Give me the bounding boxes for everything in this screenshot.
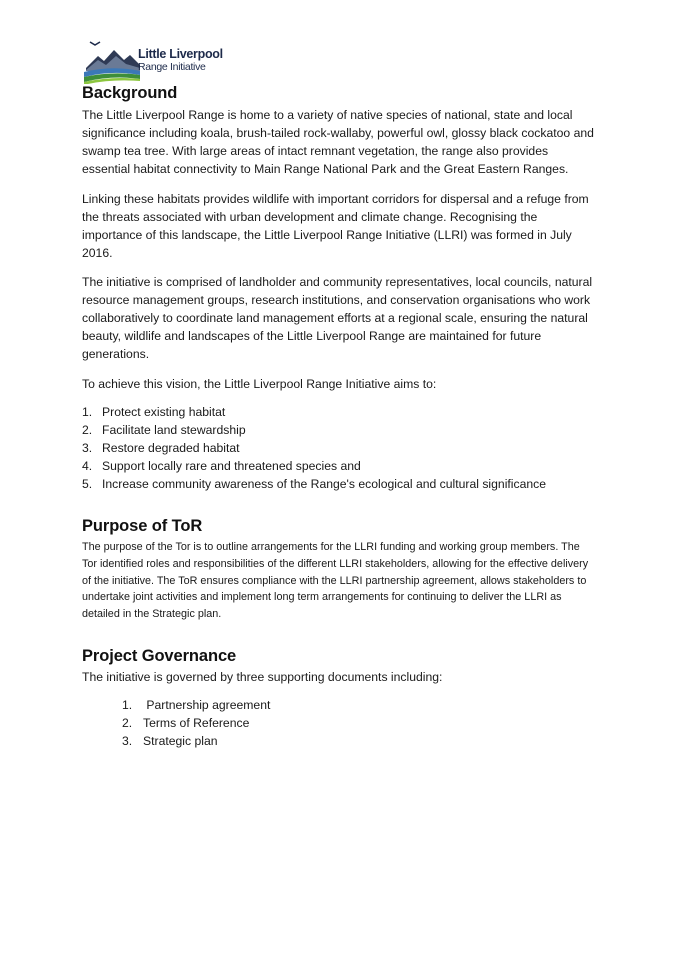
governance-documents-list (122, 696, 597, 750)
list-item: 5. Increase community awareness of the Range's ecological and cultural significance (82, 477, 547, 491)
background-paragraph-2: Linking these habitats provides wildlife with important corridors for dispersal and a refuge from the threats associated with urban development and climate change. Recognising the importance of this landscape, the Little Liverpool Range Initiative (LLRI) was formed in July 2016. (82, 192, 589, 260)
aims-list (82, 403, 597, 493)
list-item: 2. Terms of Reference (122, 715, 250, 730)
llri-logo (84, 38, 224, 84)
purpose-heading: Purpose of ToR (82, 517, 203, 535)
list-item: 3. Restore degraded habitat (82, 441, 240, 455)
governance-intro: The initiative is governed by three supporting documents including: (82, 669, 443, 684)
logo-subtitle: Range Initiative (138, 61, 206, 73)
list-item: 1. Partnership agreement (122, 697, 271, 712)
background-paragraph-3: The initiative is comprised of landholder and community representatives, local councils, natural resource management groups, research institutions, and conservation organisations who work collaboratively to coordinate land management efforts at a regional scale, ensuring the natural beauty, wildlife and landscapes of the Little Liverpool Range are maintained for future generations. (82, 275, 593, 361)
list-item: 4. Support locally rare and threatened species and (82, 459, 361, 473)
document-body (82, 82, 597, 750)
background-paragraph-4: To achieve this vision, the Little Liverpool Range Initiative aims to: (82, 377, 437, 391)
background-paragraph-1: The Little Liverpool Range is home to a variety of native species of national, state and local significance including koala, brush-tailed rock-wallaby, powerful owl, glossy black cockatoo and swamp tea tree. With large areas of intact remnant vegetation, the range also provides essential habitat connectivity to Main Range National Park and the Great Eastern Ranges. (82, 108, 594, 176)
logo-title: Little Liverpool (138, 47, 223, 61)
background-heading: Background (82, 84, 178, 102)
range-mountains-icon (84, 38, 140, 84)
list-item: 2. Facilitate land stewardship (82, 423, 246, 437)
governance-heading: Project Governance (82, 646, 237, 665)
list-item: 1. Protect existing habitat (82, 405, 226, 419)
list-item: 3. Strategic plan (122, 733, 218, 748)
purpose-paragraph: The purpose of the Tor is to outline arrangements for the LLRI funding and working group members. The Tor identified roles and responsibilities of the different LLRI stakeholders, allowing for the effective delivery of the initiative. The ToR ensures compliance with the LLRI partnership agreement, allows stakeholders to undertake joint activities and implement long term arrangements for continuing to deliver the LLRI as detailed in the Strategic plan. (82, 541, 589, 621)
